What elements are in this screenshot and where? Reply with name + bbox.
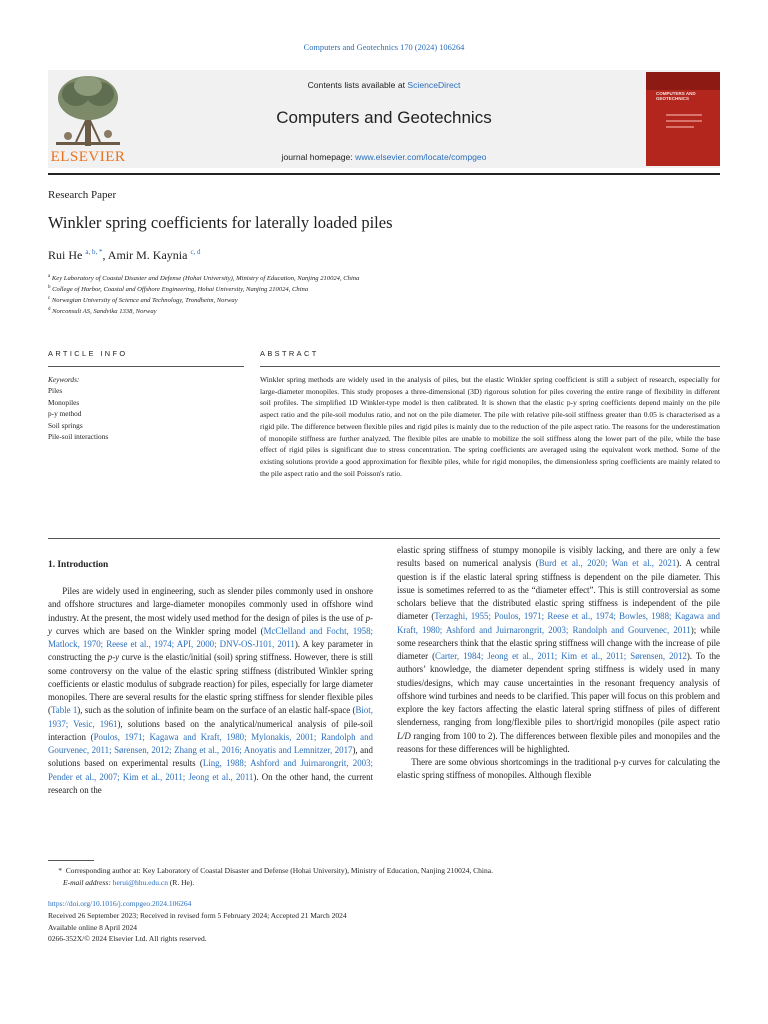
- paragraph-text-run: ), such as the solution of infinite beam on the surface of an elastic half-space (: [77, 705, 356, 716]
- keywords-label: Keywords:: [48, 375, 80, 384]
- section-heading-introduction: 1. Introduction: [48, 560, 109, 570]
- keyword: Piles: [48, 386, 63, 396]
- intro-column-right: [397, 544, 720, 783]
- affiliation-text: Norconsult AS, Sandvika 1338, Norway: [52, 308, 157, 316]
- affiliation-mark: c: [48, 296, 51, 301]
- available-online: Available online 8 April 2024: [48, 922, 138, 932]
- citation-link[interactable]: Biot, 1937; Vesic, 1961: [48, 705, 373, 729]
- intro-paragraph: [397, 756, 720, 783]
- article-info-heading: ARTICLE INFO: [48, 349, 128, 358]
- affiliation-mark: d: [48, 307, 51, 312]
- email-label: E-mail address:: [63, 878, 113, 887]
- abstract-heading: ABSTRACT: [260, 349, 319, 358]
- keyword: Monopiles: [48, 397, 80, 407]
- article-title: Winkler spring coefficients for laterally loaded piles: [48, 213, 393, 232]
- affiliation: [48, 285, 308, 294]
- affiliation-mark: b: [48, 285, 51, 290]
- citation-link[interactable]: Terzaghi, 1955; Poulos, 1971; Reese et al., 1974; Bowles, 1988; Kagawa and Kraft, 1980; Ashford and Juirnarongrit, 2003; Randolph and Gourvenec, 2011: [397, 611, 720, 635]
- paragraph-text-run: L/D: [397, 730, 411, 741]
- paragraph-text-run: ); while some researchers think that the elastic spring stiffness will change with the increase of pile diameter (: [397, 624, 720, 661]
- header-divider: [48, 173, 720, 175]
- journal-title: Computers and Geotechnics: [276, 108, 492, 127]
- homepage-prefix: journal homepage:: [281, 152, 356, 162]
- author-affiliation-marks[interactable]: c, d: [190, 248, 201, 256]
- cover-stripe: [666, 126, 694, 128]
- email-line: [48, 877, 720, 889]
- citation-link[interactable]: Table 1: [50, 705, 78, 716]
- footnote-divider: [48, 860, 94, 861]
- paragraph-text-run: ). To the authors’ knowledge, the diameter dependent spring stiffness is widely used in many studies/designs, which may cause uncertainties in the resonant frequency analysis of offshore wind turbines and needs to be clarified. This paper will focus on this problem and explore the key factors affecting the elastic lateral spring stiffness of piles of different slenderness, ranging from long/flexible piles to short/rigid monopiles (pile aspect ratio: [397, 651, 720, 728]
- paragraph-text-run: p-y: [48, 612, 373, 636]
- footnote-star: *: [58, 866, 62, 875]
- contents-line: [136, 80, 632, 90]
- journal-homepage-link[interactable]: www.elsevier.com/locate/compgeo: [355, 152, 487, 162]
- affiliation-text: Norwegian University of Science and Technology, Trondheim, Norway: [51, 297, 238, 305]
- cover-stripe: [666, 120, 702, 122]
- journal-reference-link[interactable]: Computers and Geotechnics 170 (2024) 106264: [303, 43, 465, 52]
- cover-title: [656, 92, 696, 102]
- citation-link[interactable]: Ling, 1988; Ashford and Juirnarongrit, 2003; Pender et al., 2007; Kim et al., 2011; Jeong et al., 2011: [48, 758, 374, 782]
- paragraph-text-run: ranging from 100 to 2). The differences between flexible piles and monopiles and the reasons for these differences will be highlighted.: [397, 730, 720, 754]
- received-dates: Received 26 September 2023; Received in revised form 5 February 2024; Accepted 21 March 2024: [48, 910, 347, 920]
- intro-paragraph: [48, 585, 373, 797]
- publication-info: [48, 898, 347, 945]
- contents-prefix: Contents lists available at: [307, 80, 408, 90]
- paragraph-text-run: There are some obvious shortcomings in the traditional p-y curves for calculating the elastic spring stiffness of monopiles. Although flexible: [397, 757, 720, 781]
- article-info-divider: [48, 366, 244, 367]
- abstract-bottom-divider: [48, 538, 720, 539]
- paragraph-text-run: ). On the other hand, the current research on the: [48, 771, 373, 795]
- keyword: Pile-soil interactions: [48, 432, 109, 442]
- author-affiliation-marks[interactable]: a, b, *: [85, 248, 103, 256]
- author-list: [48, 248, 201, 263]
- author-name[interactable]: Rui He: [48, 248, 83, 262]
- paragraph-text-run: curve is the elastic/initial (soil) spring stiffness. However, there is still some controversy on the value of the elastic spring stiffness (distributed Winkler spring coefficients or elastic modulus of subgrade reaction) for piles, especially for large diameter monopiles. There are several results for the elastic spring stiffness for slender flexible piles (: [48, 652, 373, 716]
- footnote: [48, 865, 720, 889]
- affiliation: [48, 307, 157, 316]
- keywords-block: [48, 374, 108, 442]
- abstract-divider: [260, 366, 720, 367]
- affiliation-text: Key Laboratory of Coastal Disaster and Defense (Hohai University), Ministry of Education, Nanjing 210024, China: [51, 275, 360, 283]
- author-separator: ,: [102, 248, 108, 262]
- paragraph-text-run: ), solutions based on the analytical/numerical analysis of pile-soil interaction (: [48, 718, 373, 742]
- author-name[interactable]: Amir M. Kaynia: [107, 248, 188, 262]
- paragraph-text-run: ). A central question is if the elastic lateral spring stiffness is dependent on the pile diameter. This issue is sometimes referred to as the “diameter effect”. This is still controversial as some scholars believe that the distributed elastic spring stiffness is independent of the pile diameter (: [397, 558, 720, 622]
- doi-link[interactable]: https://doi.org/10.1016/j.compgeo.2024.106264: [48, 899, 192, 908]
- paragraph-text-run: elastic spring stiffness of stumpy monopile is visibly lacking, and there are only a few results based on numerical analysis (: [397, 545, 720, 569]
- keyword: p-y method: [48, 409, 82, 419]
- intro-column-left: [48, 585, 373, 797]
- cover-stripe: [666, 114, 702, 116]
- elsevier-wordmark: ELSEVIER: [50, 149, 126, 165]
- copyright: 0266-352X/© 2024 Elsevier Ltd. All rights reserved.: [48, 934, 207, 944]
- affiliation-text: College of Harbor, Coastal and Offshore Engineering, Hohai University, Nanjing 210024, China: [52, 286, 309, 294]
- elsevier-logo[interactable]: [48, 72, 128, 166]
- paragraph-text-run: ), and solutions based on experimental results (: [48, 745, 373, 769]
- corresponding-author-text: Corresponding author at: Key Laboratory of Coastal Disaster and Defense (Hohai University), Ministry of Education, Nanjing 210024, China.: [65, 866, 493, 875]
- cover-title-line1: COMPUTERS AND: [656, 91, 696, 96]
- cover-title-line2: GEOTECHNICS: [656, 95, 690, 101]
- citation-link[interactable]: Poulos, 1971; Kagawa and Kraft, 1980; Mylonakis, 2001; Randolph and Gourvenec, 2011; Sørensen, 2012; Zhang et al., 2016; Anoyatis and Lemnitzer, 2017: [48, 731, 373, 755]
- affiliation-mark: a: [48, 274, 51, 279]
- elsevier-tree-icon: [48, 72, 128, 148]
- cover-top-band: [646, 72, 720, 90]
- paragraph-text-run: curves which are based on the Winkler spring model (: [51, 625, 264, 636]
- email-suffix: (R. He).: [167, 878, 195, 887]
- journal-homepage-line: [136, 152, 632, 162]
- keyword: Soil springs: [48, 420, 83, 430]
- affiliation: [48, 296, 238, 305]
- intro-paragraph: [397, 544, 720, 756]
- article-type: Research Paper: [48, 189, 117, 201]
- paragraph-text-run: p-y: [107, 652, 120, 663]
- citation-link[interactable]: McClelland and Focht, 1958; Matlock, 1970; Reese et al., 1974; API, 2000; DNV-OS-J101, 2011: [48, 625, 373, 649]
- affiliation: [48, 274, 359, 283]
- corresponding-author-note: [48, 865, 720, 877]
- citation-link[interactable]: Burd et al., 2020; Wan et al., 2021: [538, 558, 677, 569]
- email-link[interactable]: herui@hhu.edu.cn: [112, 878, 168, 887]
- abstract-text: Winkler spring methods are widely used in the analysis of piles, but the elastic Winkler spring coefficient is still a subject of research, especially for large-diameter monopiles. This study proposes a three-dimensional (3D) rigorous solution for piles covering the entire range of flexibility in different soil profiles. The simplified 1D Winkler-type model is then calibrated. It is shown that the elastic p-y spring coefficients depend mainly on the pile aspect ratio and the pile-soil modulus ratio, and not on the pile diameter. The pile with relative pile-soil stiffness greater than 0.05 is characterised as a rigid pile. The difference between flexible piles and rigid piles is mainly due to the reduction of the pile aspect ratio. The reasons for the underestimation of monopile stiffness are further analyzed. The flexible piles are unable to mobilize the soil stiffness along the lower part of the pile, while the base effect of rigid piles is significant due to stress concentration. The spring coefficients are averaged using the equivalent work method. Some of the existing solutions provide a good approximation for flexible piles, while for rigid monopiles, the dimensionless spring coefficients are mainly related to the pile aspect ratio and the soil Poisson's ratio.: [260, 375, 720, 478]
- paragraph-text-run: ). A key parameter in constructing the: [48, 639, 373, 663]
- paragraph-text-run: Piles are widely used in engineering, such as slender piles commonly used in onshore and offshore structures and large-diameter monopiles commonly used in offshore wind industry. At the present, the most widely used method for the design of piles is the use of: [48, 586, 373, 623]
- sciencedirect-link[interactable]: ScienceDirect: [407, 80, 461, 90]
- citation-link[interactable]: Carter, 1984; Jeong et al., 2011; Kim et al., 2011; Sørensen, 2012: [435, 651, 687, 661]
- journal-cover-thumbnail[interactable]: [646, 72, 720, 166]
